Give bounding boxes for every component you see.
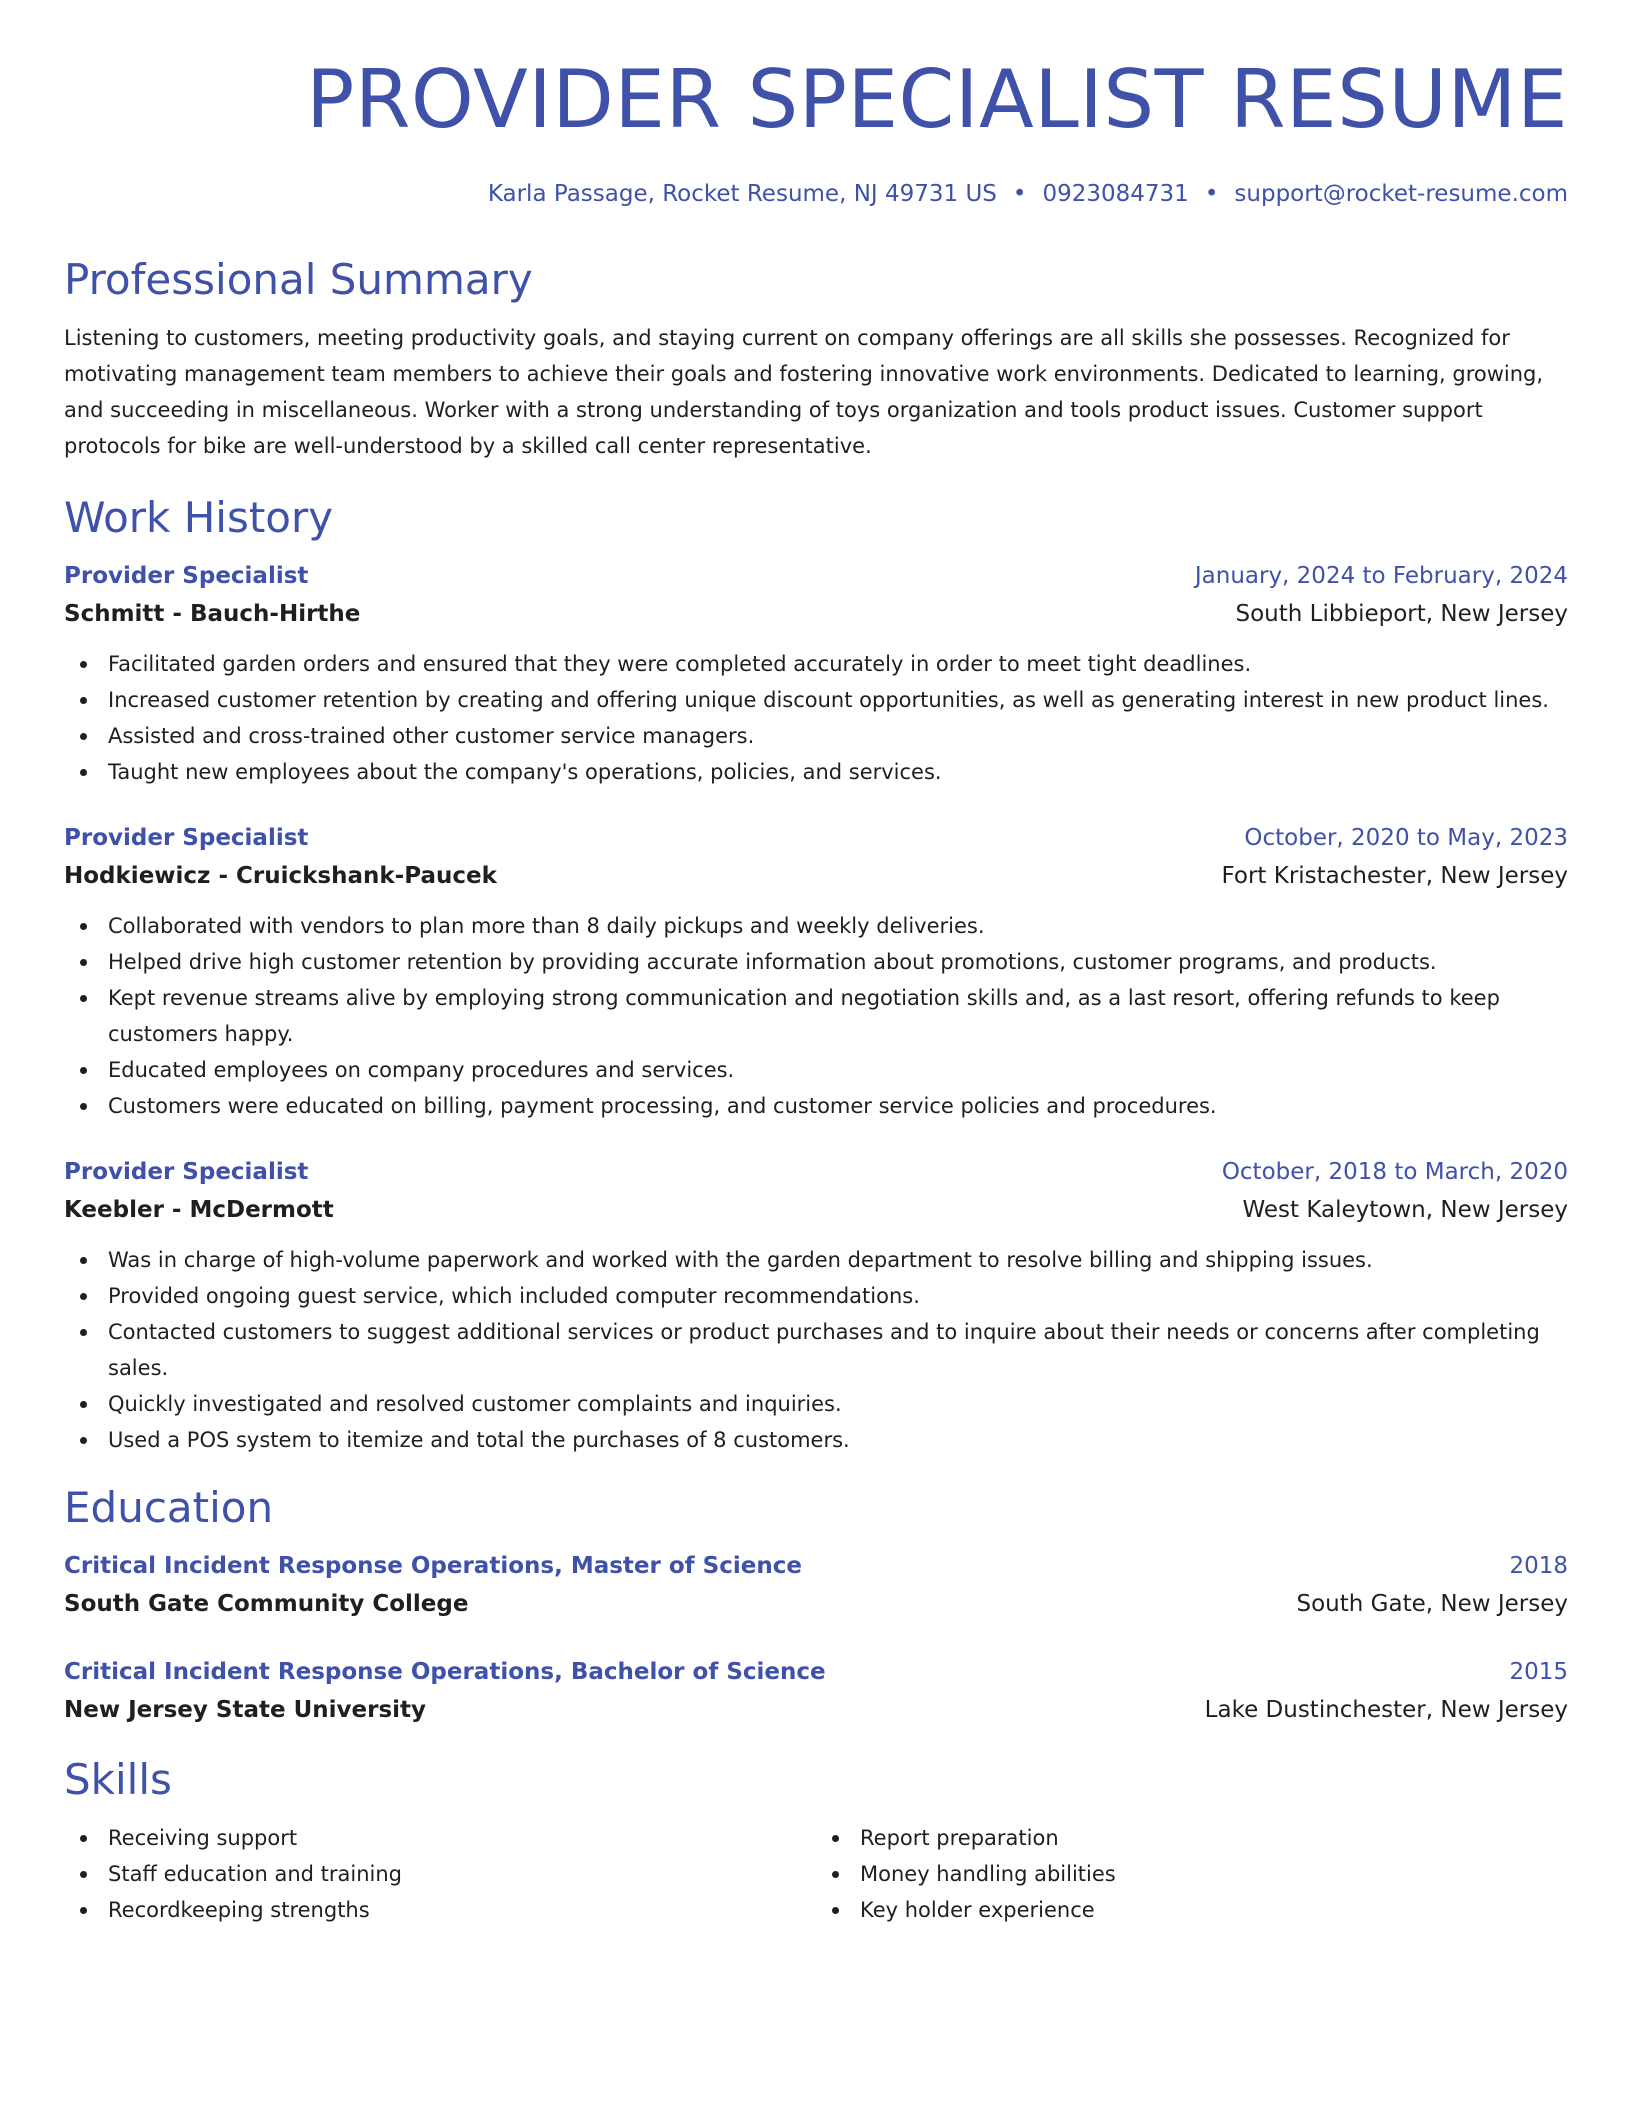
- education-entry: [64, 1654, 1568, 1730]
- degree-name: Critical Incident Response Operations, Bachelor of Science: [64, 1659, 826, 1685]
- job-company: Keebler - McDermott: [64, 1197, 334, 1223]
- list-item: Helped drive high customer retention by providing accurate information about promotions, customer programs, and products.: [64, 944, 1568, 980]
- job-company: Schmitt - Bauch-Hirthe: [64, 601, 361, 627]
- job-entry: [64, 1154, 1568, 1458]
- list-item: Collaborated with vendors to plan more than 8 daily pickups and weekly deliveries.: [64, 908, 1568, 944]
- list-item: Educated employees on company procedures and services.: [64, 1052, 1568, 1088]
- list-item: Receiving support: [64, 1820, 816, 1856]
- job-dates: January, 2024 to February, 2024: [1194, 563, 1568, 589]
- degree-name: Critical Incident Response Operations, Master of Science: [64, 1553, 802, 1579]
- list-item: Taught new employees about the company's operations, policies, and services.: [64, 754, 1568, 790]
- job-company: Hodkiewicz - Cruickshank-Paucek: [64, 863, 497, 889]
- job-bullets: [64, 646, 1568, 790]
- contact-address: Karla Passage, Rocket Resume, NJ 49731 US: [487, 181, 997, 207]
- job-location: Fort Kristachester, New Jersey: [1221, 863, 1568, 889]
- summary-heading: Professional Summary: [64, 255, 533, 304]
- job-dates: October, 2020 to May, 2023: [1244, 825, 1568, 851]
- list-item: Used a POS system to itemize and total the purchases of 8 customers.: [64, 1422, 1568, 1458]
- school-name: New Jersey State University: [64, 1697, 427, 1723]
- contact-line: [64, 178, 1568, 210]
- education-heading: Education: [64, 1483, 274, 1532]
- list-item: Contacted customers to suggest additional services or product purchases and to inquire about their needs or concerns after completing sales.: [64, 1314, 1568, 1386]
- school-location: South Gate, New Jersey: [1296, 1591, 1568, 1617]
- list-item: Key holder experience: [816, 1892, 1568, 1928]
- list-item: Staff education and training: [64, 1856, 816, 1892]
- skills-heading: Skills: [64, 1755, 172, 1804]
- job-bullets: [64, 908, 1568, 1124]
- work-history-heading: Work History: [64, 493, 334, 542]
- job-location: South Libbieport, New Jersey: [1235, 601, 1568, 627]
- job-title: Provider Specialist: [64, 1159, 309, 1185]
- contact-email: support@rocket-resume.com: [1234, 181, 1568, 207]
- job-bullets: [64, 1242, 1568, 1458]
- list-item: Money handling abilities: [816, 1856, 1568, 1892]
- job-title: Provider Specialist: [64, 563, 309, 589]
- job-dates: October, 2018 to March, 2020: [1221, 1159, 1568, 1185]
- list-item: Increased customer retention by creating and offering unique discount opportunities, as well as generating interest in new product lines.: [64, 682, 1568, 718]
- job-entry: [64, 820, 1568, 1124]
- education-entry: [64, 1548, 1568, 1624]
- list-item: Quickly investigated and resolved customer complaints and inquiries.: [64, 1386, 1568, 1422]
- contact-phone: 0923084731: [1042, 181, 1189, 207]
- degree-year: 2015: [1509, 1659, 1568, 1685]
- job-title: Provider Specialist: [64, 825, 309, 851]
- list-item: Customers were educated on billing, payment processing, and customer service policies and procedures.: [64, 1088, 1568, 1124]
- skills-list-left: [64, 1820, 816, 1928]
- resume-header: [64, 0, 1568, 210]
- list-item: Report preparation: [816, 1820, 1568, 1856]
- list-item: Recordkeeping strengths: [64, 1892, 816, 1928]
- list-item: Assisted and cross-trained other customer service managers.: [64, 718, 1568, 754]
- list-item: Kept revenue streams alive by employing strong communication and negotiation skills and, as a last resort, offering refunds to keep customers happy.: [64, 980, 1568, 1052]
- list-item: Was in charge of high-volume paperwork and worked with the garden department to resolve billing and shipping issues.: [64, 1242, 1568, 1278]
- summary-section: [64, 254, 1568, 464]
- job-location: West Kaleytown, New Jersey: [1242, 1197, 1568, 1223]
- list-item: Facilitated garden orders and ensured that they were completed accurately in order to meet tight deadlines.: [64, 646, 1568, 682]
- skills-list-right: [816, 1820, 1568, 1928]
- job-entry: [64, 558, 1568, 790]
- skills-section: [64, 1754, 1568, 1928]
- school-location: Lake Dustinchester, New Jersey: [1204, 1697, 1568, 1723]
- school-name: South Gate Community College: [64, 1591, 469, 1617]
- summary-text: Listening to customers, meeting productivity goals, and staying current on company offerings are all skills she possesses. Recognized for motivating management team members to achieve their goals and fostering innovative work environments. Dedicated to learning, growing, and succeeding in miscellaneous. Worker with a strong understanding of toys organization and tools product issues. Customer support protocols for bike are well-understood by a skilled call center representative.: [64, 326, 1544, 458]
- list-item: Provided ongoing guest service, which included computer recommendations.: [64, 1278, 1568, 1314]
- education-section: [64, 1482, 1568, 1730]
- resume-title: PROVIDER SPECIALIST RESUME: [306, 53, 1568, 146]
- skills-columns: [64, 1820, 1568, 1928]
- degree-year: 2018: [1509, 1553, 1568, 1579]
- work-history-section: [64, 492, 1568, 1458]
- contact-separator: •: [1012, 181, 1027, 207]
- contact-separator: •: [1204, 181, 1219, 207]
